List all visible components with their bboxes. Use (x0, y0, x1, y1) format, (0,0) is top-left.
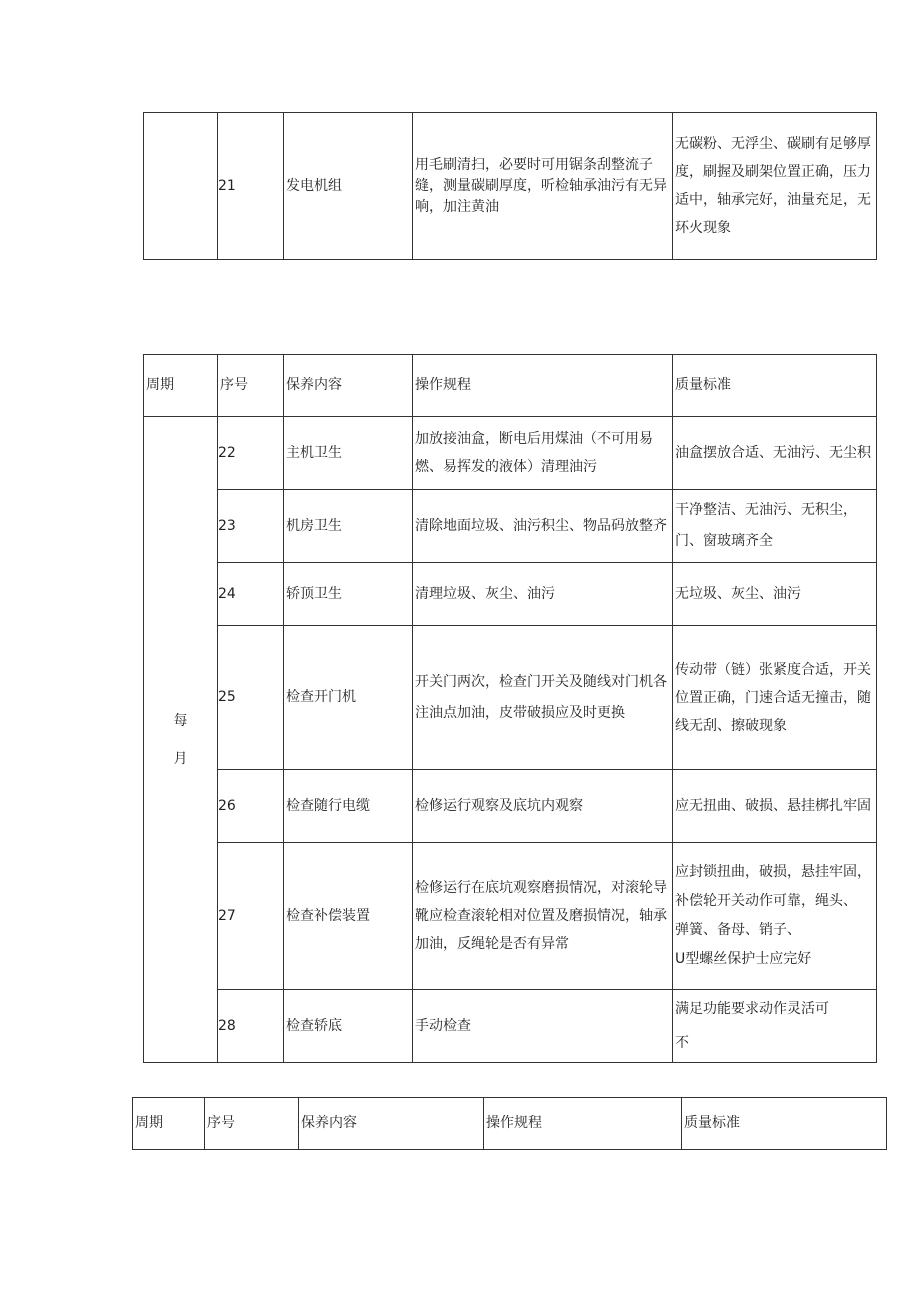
maintenance-table-monthly (143, 354, 877, 1063)
seq-cell: 24 (218, 563, 284, 626)
content-cell: 轿顶卫生 (284, 563, 413, 626)
period-cell-monthly (144, 417, 218, 1063)
table-row (144, 113, 877, 260)
maintenance-table-bottom (132, 1097, 887, 1150)
procedure-cell: 用毛刷清扫，必要时可用锯条刮整流子缝，测量碳刷厚度，听检轴承油污有无异响，加注黄油 (413, 113, 673, 260)
table-row (144, 563, 877, 626)
procedure-cell: 开关门两次，检查门开关及随线对门机各注油点加油，皮带破损应及时更换 (413, 626, 673, 770)
standard-line: 应封锁扭曲，破损，悬挂牢固， (675, 864, 871, 880)
standard-cell: 传动带（链）张紧度合适，开关位置正确，门速合适无撞击，随线无刮、擦破现象 (673, 626, 877, 770)
seq-cell: 23 (218, 490, 284, 563)
content-cell: 发电机组 (284, 113, 413, 260)
standard-cell: 应无扭曲、破损、悬挂梆扎牢固 (673, 770, 877, 843)
table-header-row (144, 355, 877, 417)
standard-cell: 油盒摆放合适、无油污、无尘积 (673, 417, 877, 490)
table-row (144, 626, 877, 770)
period-char: 每 (173, 712, 188, 729)
header-procedure: 操作规程 (484, 1098, 682, 1150)
header-standard: 质量标准 (673, 355, 877, 417)
header-content: 保养内容 (284, 355, 413, 417)
standard-cell (673, 843, 877, 990)
procedure-cell: 清理垃圾、灰尘、油污 (413, 563, 673, 626)
seq-cell: 28 (218, 990, 284, 1063)
standard-line: 弹簧、备母、销子、 (675, 922, 801, 938)
standard-line: 不 (675, 1035, 689, 1051)
table-row (144, 770, 877, 843)
header-seq: 序号 (205, 1098, 299, 1150)
table-row (144, 990, 877, 1063)
content-cell: 检查轿底 (284, 990, 413, 1063)
seq-cell: 25 (218, 626, 284, 770)
content-cell: 机房卫生 (284, 490, 413, 563)
table-header-row (133, 1098, 887, 1150)
header-procedure: 操作规程 (413, 355, 673, 417)
seq-cell: 27 (218, 843, 284, 990)
seq-cell: 22 (218, 417, 284, 490)
seq-cell: 21 (218, 113, 284, 260)
procedure-cell: 检修运行在底坑观察磨损情况，对滚轮导靴应检查滚轮相对位置及磨损情况，轴承加油，反绳轮是否有异常 (413, 843, 673, 990)
standard-cell (673, 990, 877, 1063)
content-cell: 检查开门机 (284, 626, 413, 770)
header-seq: 序号 (218, 355, 284, 417)
period-char: 月 (173, 750, 188, 767)
header-period: 周期 (144, 355, 218, 417)
content-cell: 检查随行电缆 (284, 770, 413, 843)
header-content: 保养内容 (299, 1098, 484, 1150)
standard-cell: 无垃圾、灰尘、油污 (673, 563, 877, 626)
maintenance-table-top (143, 112, 877, 260)
standard-line: 满足功能要求动作灵活可 (675, 1001, 829, 1017)
standard-line: U型螺丝保护士应完好 (675, 951, 812, 967)
period-cell (144, 113, 218, 260)
procedure-cell: 清除地面垃圾、油污积尘、物品码放整齐 (413, 490, 673, 563)
seq-cell: 26 (218, 770, 284, 843)
procedure-cell: 加放接油盒，断电后用煤油（不可用易燃、易挥发的液体）清理油污 (413, 417, 673, 490)
standard-cell: 无碳粉、无浮尘、碳刷有足够厚度，刷握及刷架位置正确，压力适中，轴承完好，油量充足，无环火现象 (673, 113, 877, 260)
table-row (144, 490, 877, 563)
standard-line: 补偿轮开关动作可靠，绳头、 (675, 893, 857, 909)
procedure-cell: 检修运行观察及底坑内观察 (413, 770, 673, 843)
table-row (144, 417, 877, 490)
header-standard: 质量标准 (682, 1098, 887, 1150)
procedure-cell: 手动检查 (413, 990, 673, 1063)
header-period: 周期 (133, 1098, 205, 1150)
content-cell: 主机卫生 (284, 417, 413, 490)
content-cell: 检查补偿装置 (284, 843, 413, 990)
standard-cell: 干净整洁、无油污、无积尘，门、窗玻璃齐全 (673, 490, 877, 563)
table-row (144, 843, 877, 990)
